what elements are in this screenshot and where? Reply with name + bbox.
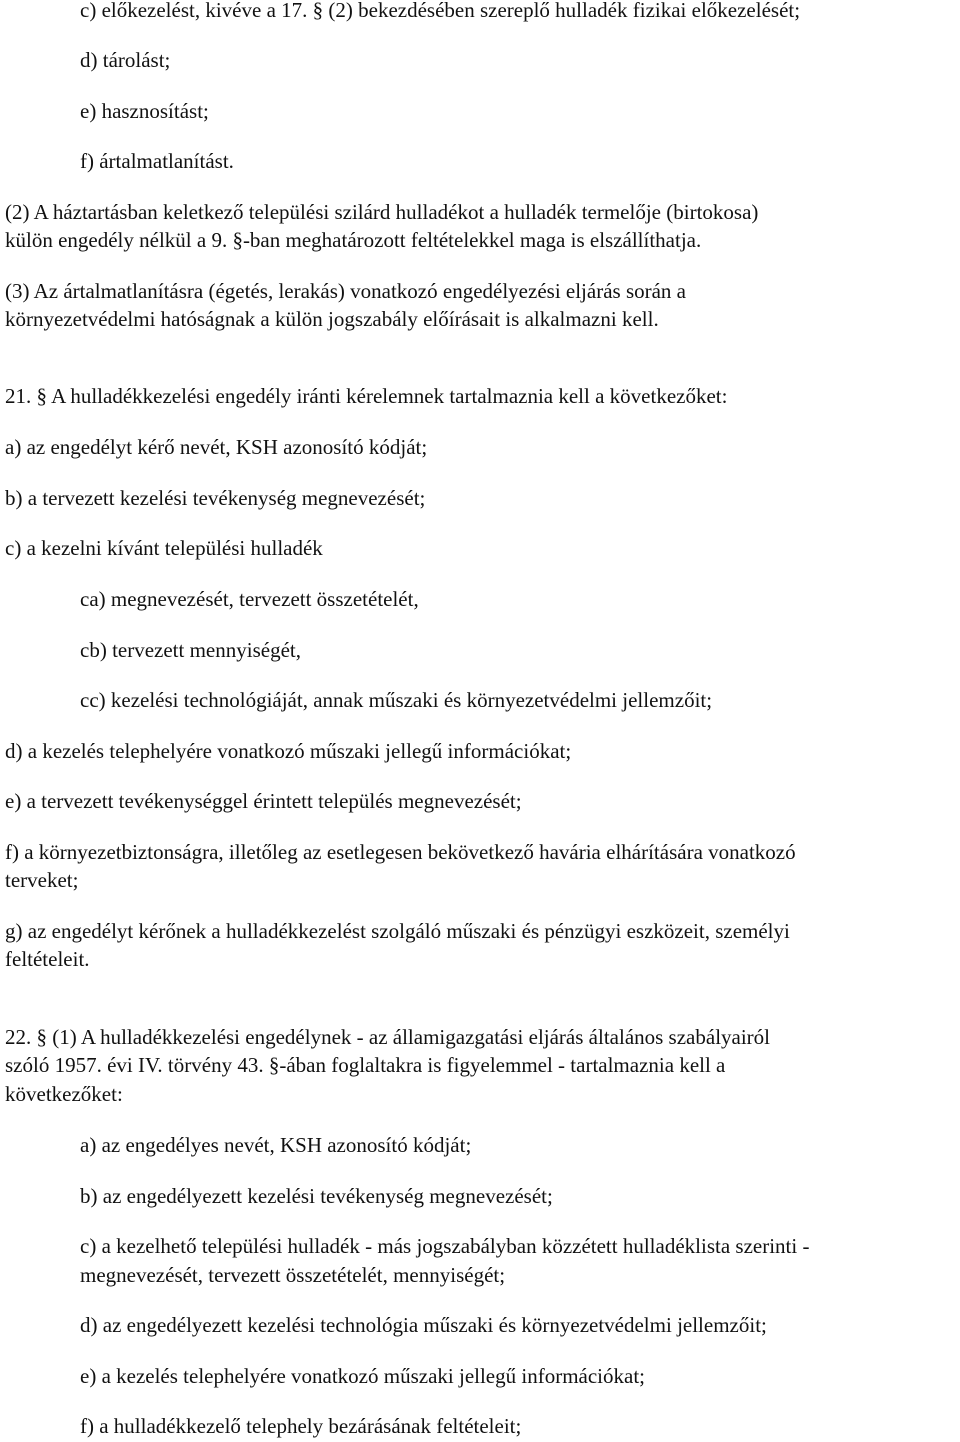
text-line-f-disposal: f) ártalmatlanítást. [80,149,234,173]
section-21-heading: 21. § A hulladékkezelési engedély iránti kérelemnek tartalmaznia kell a következőket: [5,384,728,408]
section-22-line-1: 22. § (1) A hulladékkezelési engedélynek - az államigazgatási eljárás általános szabályairól [5,1025,771,1049]
section-22-item-b: b) az engedélyezett kezelési tevékenység megnevezését; [80,1184,553,1208]
section-21-item-f-line-1: f) a környezetbiztonságra, illetőleg az esetlegesen bekövetkező havária elhárítására vonatkozó [5,840,796,864]
section-21-item-e: e) a tervezett tevékenységgel érintett település megnevezését; [5,789,522,813]
text-line-e-recovery: e) hasznosítást; [80,99,209,123]
section-21-item-a: a) az engedélyt kérő nevét, KSH azonosító kódját; [5,435,428,459]
section-22-item-a: a) az engedélyes nevét, KSH azonosító kódját; [80,1133,472,1157]
paragraph-2-line-1: (2) A háztartásban keletkező települési szilárd hulladékot a hulladék termelője (birtokosa) [5,200,759,224]
section-21-item-f-line-2: terveket; [5,868,79,892]
section-21-item-cc: cc) kezelési technológiáját, annak műszaki és környezetvédelmi jellemzőit; [80,688,713,712]
section-22-line-3: következőket: [5,1082,123,1106]
section-21-item-cb: cb) tervezett mennyiségét, [80,638,301,662]
text-line-d-storage: d) tárolást; [80,48,171,72]
text-line-c-preprocessing: c) előkezelést, kivéve a 17. § (2) bekezdésében szereplő hulladék fizikai előkezelését; [80,0,801,22]
paragraph-2-line-2: külön engedély nélkül a 9. §-ban meghatározott feltételekkel maga is elszállíthatja. [5,228,702,252]
section-22-item-c-line-2: megnevezését, tervezett összetételét, mennyiségét; [80,1263,506,1287]
section-22-item-d: d) az engedélyezett kezelési technológia műszaki és környezetvédelmi jellemzőit; [80,1313,767,1337]
section-21-item-c: c) a kezelni kívánt települési hulladék [5,536,323,560]
section-22-item-f: f) a hulladékkezelő telephely bezárásának feltételeit; [80,1414,522,1438]
section-21-item-ca: ca) megnevezését, tervezett összetételét, [80,587,419,611]
section-21-item-d: d) a kezelés telephelyére vonatkozó műszaki jellegű információkat; [5,739,572,763]
section-21-item-b: b) a tervezett kezelési tevékenység megnevezését; [5,486,426,510]
section-21-item-g-line-1: g) az engedélyt kérőnek a hulladékkezelést szolgáló műszaki és pénzügyi eszközeit, személyi [5,919,790,943]
section-21-item-g-line-2: feltételeit. [5,947,90,971]
paragraph-3-line-2: környezetvédelmi hatóságnak a külön jogszabály előírásait is alkalmazni kell. [5,307,659,331]
paragraph-3-line-1: (3) Az ártalmatlanításra (égetés, lerakás) vonatkozó engedélyezési eljárás során a [5,279,687,303]
section-22-line-2: szóló 1957. évi IV. törvény 43. §-ában foglaltakra is figyelemmel - tartalmaznia kell a [5,1053,726,1077]
section-22-item-e: e) a kezelés telephelyére vonatkozó műszaki jellegű információkat; [80,1364,646,1388]
section-22-item-c-line-1: c) a kezelhető települési hulladék - más jogszabályban közzétett hulladéklista szerinti - [80,1234,810,1258]
